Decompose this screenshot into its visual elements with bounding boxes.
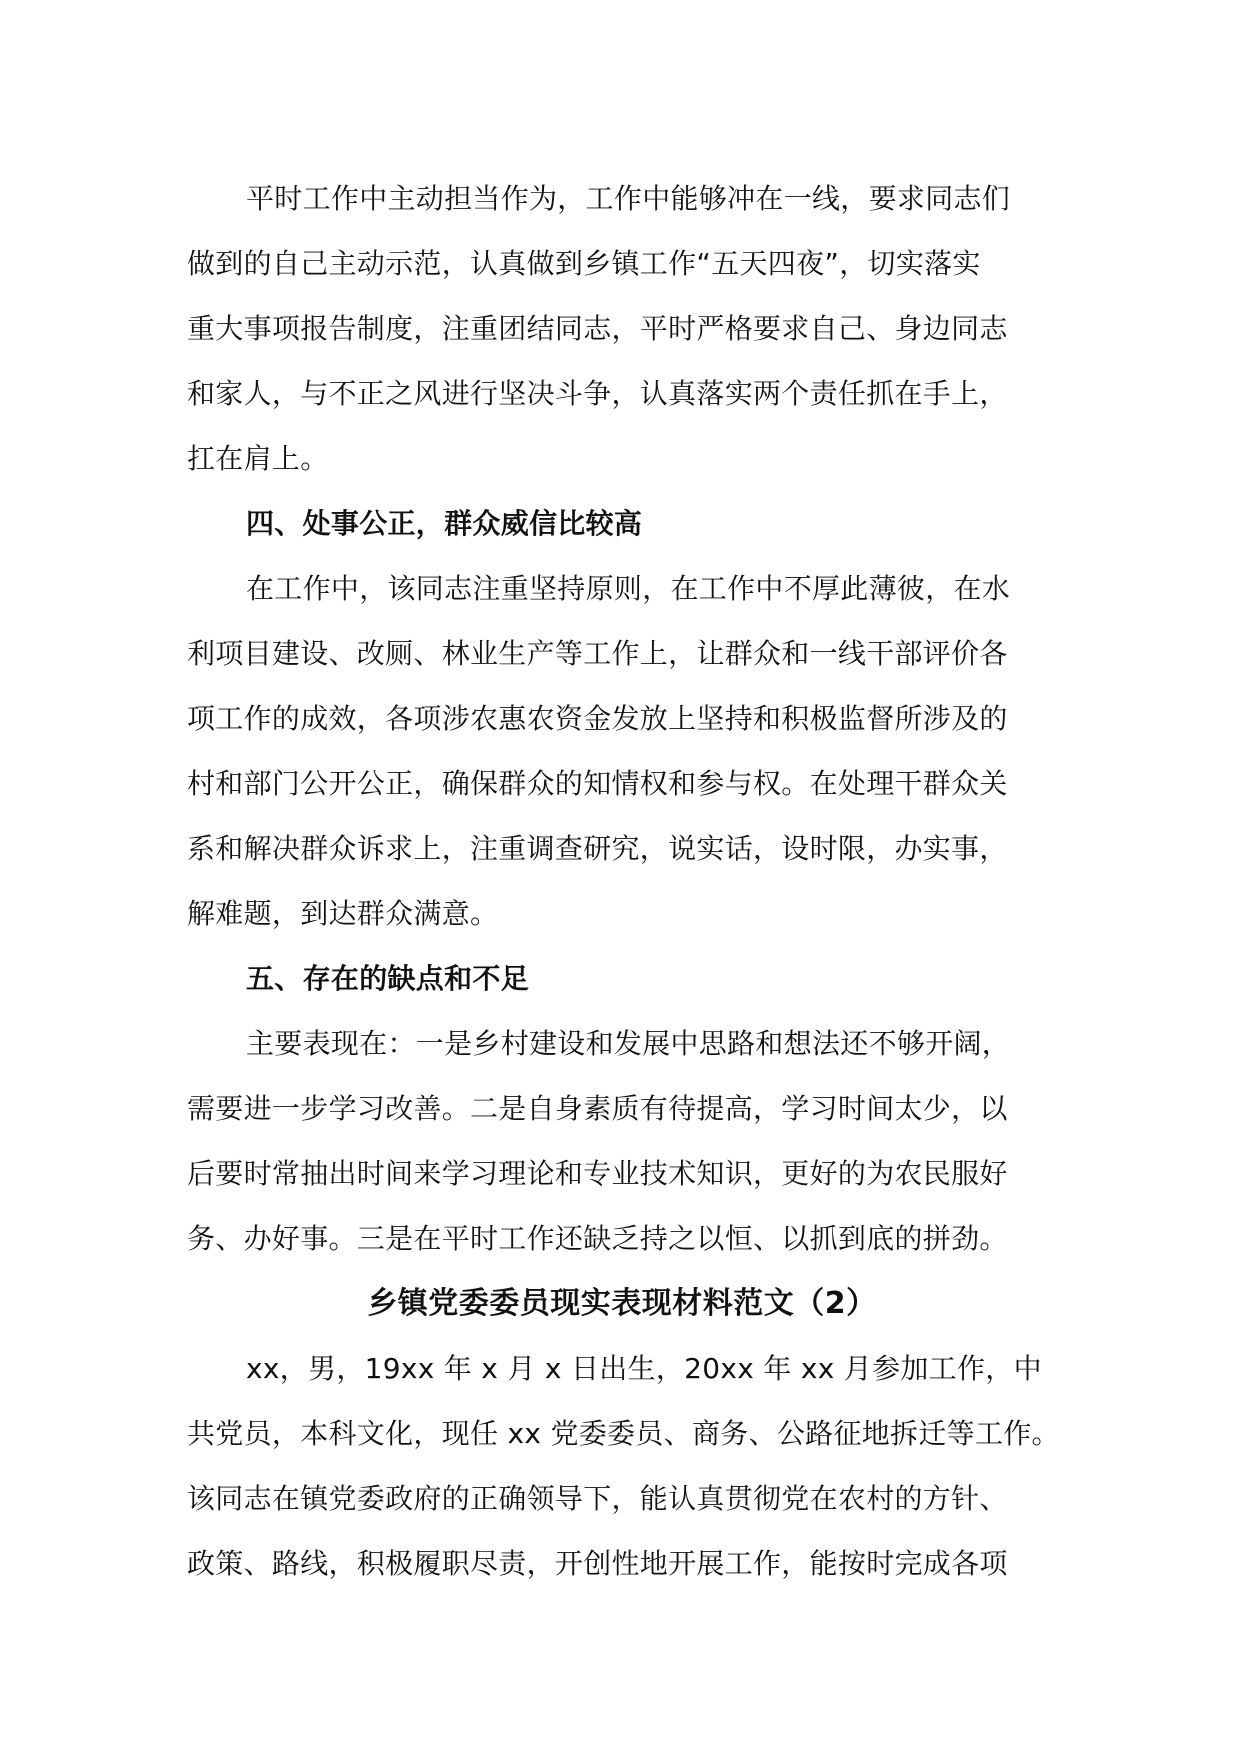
paragraph-line: xx，男，19xx 年 x 月 x 日出生，20xx 年 xx 月参加工作，中 <box>246 1352 1042 1385</box>
document-body <box>187 166 1060 1596</box>
paragraph-line: 政策、路线，积极履职尽责，开创性地开展工作，能按时完成各项 <box>187 1547 1008 1580</box>
paragraph-line: 在工作中，该同志注重坚持原则，在工作中不厚此薄彼，在水 <box>246 572 1011 605</box>
section-heading: 五、存在的缺点和不足 <box>246 962 530 995</box>
paragraph-line: 扛在肩上。 <box>187 442 329 475</box>
paragraph-line: 系和解决群众诉求上，注重调查研究，说实话，设时限，办实事， <box>187 832 1008 865</box>
paragraph-line: 利项目建设、改厕、林业生产等工作上，让群众和一线干部评价各 <box>187 637 1008 670</box>
paragraph-line: 重大事项报告制度，注重团结同志，平时严格要求自己、身边同志 <box>187 312 1008 345</box>
section-heading: 四、处事公正，群众威信比较高 <box>246 507 643 540</box>
paragraph-line: 务、办好事。三是在平时工作还缺乏持之以恒、以抓到底的拼劲。 <box>187 1222 1008 1255</box>
document-title: 乡镇党委委员现实表现材料范文（2） <box>367 1286 877 1321</box>
paragraph-line: 需要进一步学习改善。二是自身素质有待提高，学习时间太少，以 <box>187 1092 1008 1125</box>
paragraph-line: 主要表现在：一是乡村建设和发展中思路和想法还不够开阔， <box>246 1027 1011 1060</box>
paragraph-line: 该同志在镇党委政府的正确领导下，能认真贯彻党在农村的方针、 <box>187 1482 1008 1515</box>
paragraph-line: 项工作的成效，各项涉农惠农资金发放上坚持和积极监督所涉及的 <box>187 702 1008 735</box>
paragraph-line: 后要时常抽出时间来学习理论和专业技术知识，更好的为农民服好 <box>187 1157 1008 1190</box>
paragraph-line: 平时工作中主动担当作为，工作中能够冲在一线，要求同志们 <box>246 182 1011 215</box>
paragraph-line: 做到的自己主动示范，认真做到乡镇工作“五天四夜”，切实落实 <box>187 247 981 280</box>
paragraph-line: 和家人，与不正之风进行坚决斗争，认真落实两个责任抓在手上， <box>187 377 1008 410</box>
paragraph-line: 村和部门公开公正，确保群众的知情权和参与权。在处理干群众关 <box>187 767 1008 800</box>
paragraph-line: 共党员，本科文化，现任 xx 党委委员、商务、公路征地拆迁等工作。 <box>187 1417 1060 1450</box>
paragraph-line: 解难题，到达群众满意。 <box>187 897 499 930</box>
